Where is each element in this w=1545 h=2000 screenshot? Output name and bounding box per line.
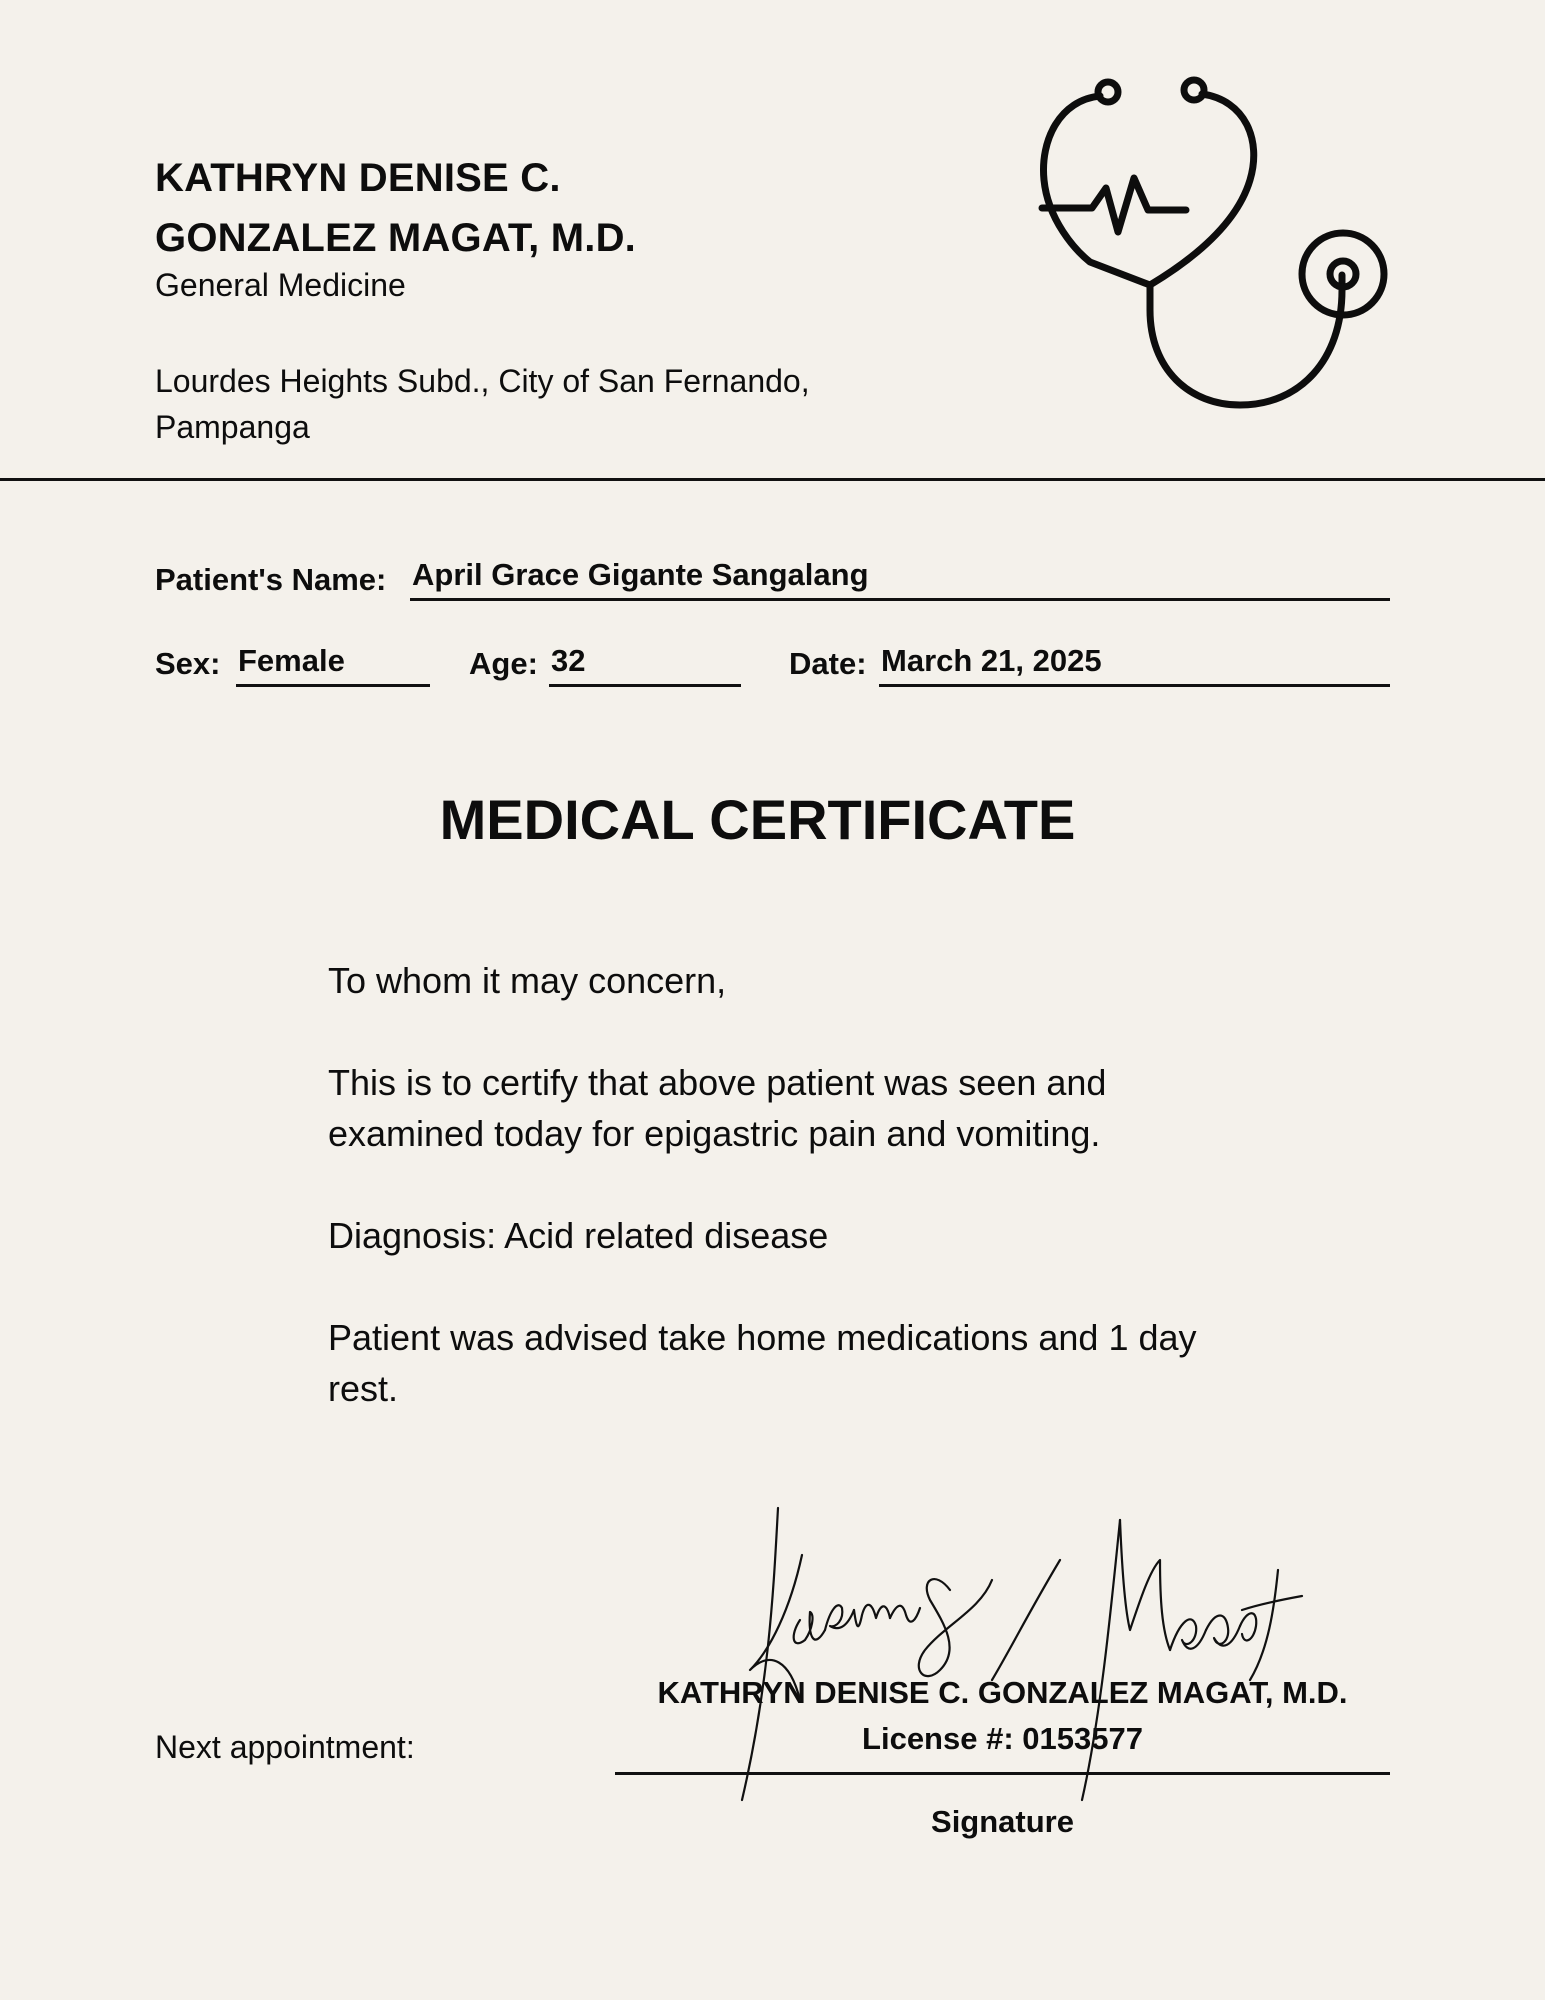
advice: Patient was advised take home medications and 1 day rest.: [328, 1317, 1197, 1409]
certificate-title: MEDICAL CERTIFICATE: [439, 788, 1076, 851]
sex-value: Female: [236, 641, 430, 687]
doctor-name-line1: KATHRYN DENISE C.: [155, 156, 561, 200]
sex-label: Sex:: [155, 646, 221, 681]
salutation: To whom it may concern,: [328, 960, 727, 1001]
doctor-name: [155, 148, 636, 268]
certificate-body: [328, 955, 1208, 1465]
age-label: Age:: [469, 646, 538, 681]
header-divider: [0, 478, 1545, 481]
age-value: 32: [549, 641, 741, 687]
doctor-name-line2: GONZALEZ MAGAT, M.D.: [155, 216, 636, 260]
stethoscope-heartbeat-icon: [1030, 70, 1402, 415]
diagnosis: Diagnosis: Acid related disease: [328, 1215, 829, 1256]
signature-caption: Signature: [931, 1804, 1074, 1839]
address-line2: Pampanga: [155, 409, 310, 445]
doctor-specialty: General Medicine: [155, 267, 406, 303]
patient-name-value: April Grace Gigante Sangalang: [410, 555, 1390, 601]
patient-name-label: Patient's Name:: [155, 562, 387, 597]
license-number: License #: 0153577: [862, 1721, 1143, 1756]
date-label: Date:: [789, 646, 867, 681]
next-appointment-label: Next appointment:: [155, 1729, 415, 1765]
date-value: March 21, 2025: [879, 641, 1390, 687]
handwritten-signature: [730, 1500, 1310, 1810]
address-line1: Lourdes Heights Subd., City of San Fernando,: [155, 363, 810, 399]
certification-paragraph: This is to certify that above patient was seen and examined today for epigastric pain and vomiting.: [328, 1062, 1107, 1154]
clinic-address: [155, 358, 875, 450]
signature-line: [615, 1772, 1390, 1775]
signer-name: KATHRYN DENISE C. GONZALEZ MAGAT, M.D.: [657, 1675, 1348, 1710]
